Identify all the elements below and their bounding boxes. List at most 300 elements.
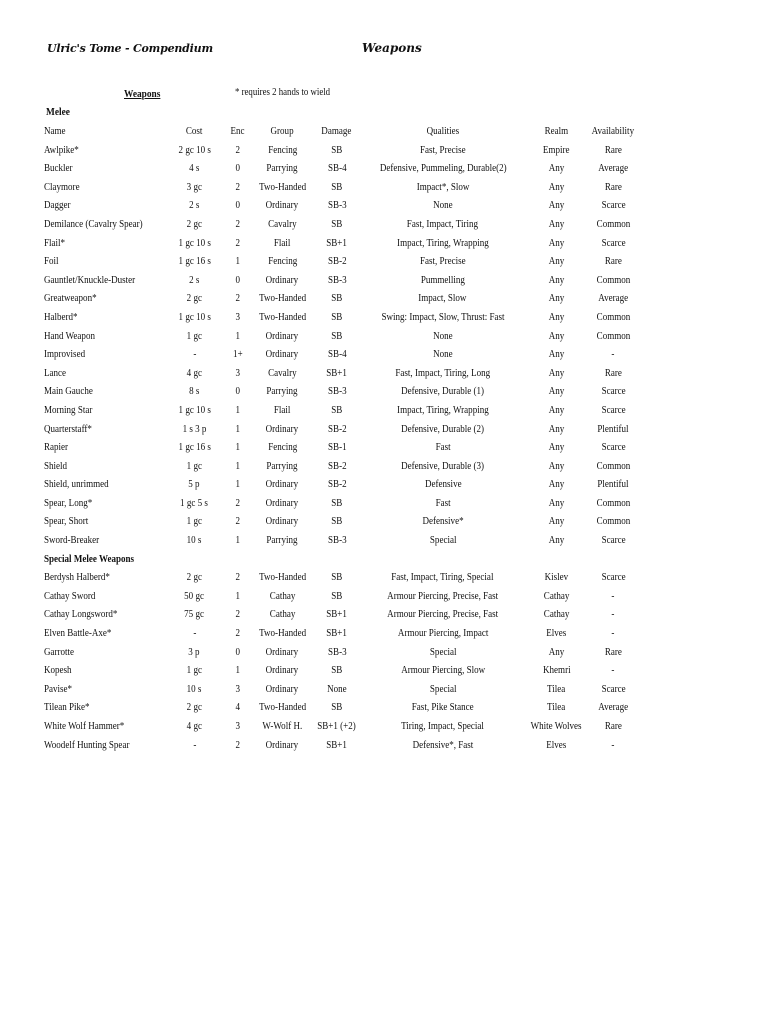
cell-realm: Khemri (542, 664, 571, 677)
cell-qualities: Special (429, 534, 457, 547)
table-row (44, 512, 639, 531)
cell-cost: - (192, 348, 196, 361)
cell-qualities: Fast, Precise (419, 255, 466, 268)
cell-qualities: Pummelling (420, 273, 465, 286)
cell-group: Flail (274, 403, 291, 416)
cell-realm: Any (548, 292, 565, 305)
cell-damage: SB (331, 571, 343, 584)
special-melee-heading: Special Melee Weapons (44, 552, 135, 565)
cell-name: White Wolf Hammer* (44, 720, 125, 732)
cell-enc: 2 (235, 180, 241, 193)
cell-availability: Average (598, 701, 629, 714)
cell-name: Shield (44, 459, 68, 472)
table-row (44, 475, 639, 494)
cell-group: Ordinary (266, 496, 299, 509)
cell-enc: 1 (235, 329, 241, 342)
cell-cost: 2 gc (186, 217, 202, 230)
cell-group: Ordinary (266, 515, 299, 528)
cell-enc: 1+ (233, 348, 243, 361)
cell-damage: SB-3 (327, 645, 347, 658)
cell-damage: Damage (321, 125, 352, 137)
cell-availability: Common (596, 496, 631, 509)
cell-name: Lance (44, 366, 67, 379)
cell-qualities: Fast, Precise (419, 143, 466, 156)
cell-availability: Scarce (601, 534, 626, 547)
cell-enc: 1 (235, 422, 241, 435)
table-row (44, 698, 639, 717)
cell-realm: Elves (546, 627, 567, 640)
table-row (44, 215, 639, 234)
cell-damage: SB (331, 496, 343, 509)
cell-damage: SB-2 (327, 422, 347, 435)
cell-name: Quarterstaff* (44, 422, 92, 435)
cell-qualities: Fast, Impact, Tiring (407, 217, 479, 230)
cell-availability: - (611, 738, 615, 751)
cell-name: Hand Weapon (44, 329, 95, 342)
cell-group: Two-Handed (258, 180, 306, 193)
cell-qualities: Defensive*, Fast (412, 738, 474, 751)
cell-group: Ordinary (266, 422, 299, 435)
table-row (44, 438, 639, 457)
cell-cost: 4 s (189, 162, 200, 175)
cell-availability: - (611, 608, 615, 621)
cell-enc: 2 (235, 236, 241, 249)
cell-damage: SB-2 (327, 255, 347, 268)
cell-availability: Common (596, 310, 631, 323)
cell-group: Ordinary (266, 348, 299, 361)
cell-realm: Empire (543, 143, 570, 156)
table-row (44, 680, 639, 699)
cell-cost: 1 gc 16 s (178, 441, 211, 454)
cell-enc: 0 (235, 273, 241, 286)
cell-availability: Rare (604, 720, 622, 732)
cell-group: Parrying (266, 459, 298, 472)
cell-enc: 2 (235, 496, 241, 509)
cell-group: Two-Handed (258, 627, 306, 640)
cell-damage: SB (331, 515, 343, 528)
cell-availability: Common (596, 217, 631, 230)
cell-qualities: Defensive, Durable (3) (401, 459, 485, 472)
cell-availability: - (611, 627, 615, 640)
cell-realm: Any (548, 180, 565, 193)
cell-damage: SB+1 (326, 627, 348, 640)
cell-qualities: Fast (435, 441, 451, 454)
table-row (44, 401, 639, 420)
cell-group: Flail (274, 236, 291, 249)
cell-qualities: None (433, 329, 453, 342)
cell-availability: Rare (604, 645, 622, 658)
cell-cost: 3 p (188, 645, 200, 658)
cell-cost: 50 gc (184, 589, 205, 602)
cell-enc: 3 (235, 720, 241, 732)
table-row (44, 289, 639, 308)
cell-availability: Common (596, 273, 631, 286)
cell-enc: 2 (235, 515, 241, 528)
cell-qualities: Fast, Impact, Tiring, Special (391, 571, 494, 584)
cell-qualities: Fast, Impact, Tiring, Long (395, 366, 491, 379)
cell-damage: SB (331, 217, 343, 230)
cell-realm: Any (548, 534, 565, 547)
cell-availability: Rare (604, 366, 622, 379)
cell-cost: 1 gc 16 s (178, 255, 211, 268)
cell-group: Ordinary (266, 273, 299, 286)
cell-group: Cavalry (268, 366, 297, 379)
cell-name: Woodelf Hunting Spear (44, 738, 130, 751)
cell-name: Pavise* (44, 682, 73, 695)
cell-qualities: Impact*, Slow (416, 180, 470, 193)
cell-name: Garrotte (44, 645, 75, 658)
table-row (44, 568, 639, 587)
cell-group: Ordinary (266, 682, 299, 695)
table-row (44, 420, 639, 439)
cell-enc: 2 (235, 627, 241, 640)
cell-group: Ordinary (266, 478, 299, 491)
cell-cost: 2 gc (186, 701, 202, 714)
cell-damage: SB-2 (327, 478, 347, 491)
cell-group: Two-Handed (258, 701, 306, 714)
cell-damage: None (327, 682, 347, 695)
table-row (44, 457, 639, 476)
cell-availability: Common (596, 459, 631, 472)
cell-name: Cathay Sword (44, 589, 96, 602)
cell-name: Dagger (44, 199, 71, 212)
cell-group: Cavalry (268, 217, 297, 230)
cell-realm: Any (548, 366, 565, 379)
table-row (44, 234, 639, 253)
cell-availability: Scarce (601, 571, 626, 584)
cell-name: Tilean Pike* (44, 701, 90, 714)
section-title: Weapons (124, 88, 161, 100)
cell-realm: Cathay (543, 608, 570, 621)
cell-cost: Cost (186, 125, 203, 137)
cell-damage: SB-3 (327, 534, 347, 547)
cell-qualities: Defensive, Durable (2) (401, 422, 485, 435)
cell-qualities: Impact, Slow (418, 292, 467, 305)
cell-group: Ordinary (266, 738, 299, 751)
cell-qualities: Tiring, Impact, Special (401, 720, 485, 732)
cell-cost: 2 gc (186, 571, 202, 584)
cell-enc: Enc (230, 125, 245, 137)
cell-cost: 1 gc (186, 515, 202, 528)
cell-availability: Availability (592, 125, 635, 137)
cell-qualities: Impact, Tiring, Wrapping (396, 403, 489, 416)
cell-damage: SB (331, 403, 343, 416)
cell-qualities: Fast, Pike Stance (411, 701, 474, 714)
cell-availability: Scarce (601, 682, 626, 695)
cell-cost: 1 gc (186, 664, 202, 677)
cell-cost: 4 gc (186, 720, 202, 732)
cell-cost: 1 gc (186, 329, 202, 342)
cell-qualities: Armour Piercing, Precise, Fast (387, 589, 499, 602)
cell-name: Awlpike* (44, 143, 79, 156)
cell-group: Fencing (267, 441, 297, 454)
cell-enc: 1 (235, 403, 241, 416)
cell-cost: - (192, 738, 196, 751)
table-row (44, 327, 639, 346)
cell-enc: 2 (235, 217, 241, 230)
cell-qualities: None (433, 199, 453, 212)
table-row (44, 141, 639, 160)
cell-availability: Rare (604, 255, 622, 268)
cell-availability: Scarce (601, 403, 626, 416)
cell-name: Berdysh Halberd* (44, 571, 110, 584)
table-row (44, 587, 639, 606)
cell-enc: 4 (235, 701, 241, 714)
table-row (44, 382, 639, 401)
cell-name: Cathay Longsword* (44, 608, 118, 621)
cell-name: Claymore (44, 180, 80, 193)
table-row (44, 494, 639, 513)
cell-name: Improvised (44, 348, 86, 361)
table-row (44, 345, 639, 364)
cell-group: Two-Handed (258, 571, 306, 584)
cell-cost: 2 s (189, 273, 200, 286)
cell-damage: SB-4 (327, 348, 347, 361)
cell-realm: Any (548, 459, 565, 472)
cell-qualities: Defensive, Durable (1) (401, 385, 485, 398)
cell-qualities: Armour Piercing, Slow (400, 664, 485, 677)
cell-enc: 2 (235, 143, 241, 156)
cell-damage: SB (331, 701, 343, 714)
table-row (44, 643, 639, 662)
cell-damage: SB (331, 310, 343, 323)
cell-name: Elven Battle-Axe* (44, 627, 112, 640)
cell-group: Ordinary (266, 664, 299, 677)
cell-realm: Any (548, 236, 565, 249)
cell-enc: 3 (235, 682, 241, 695)
cell-damage: SB+1 (+2) (317, 720, 357, 732)
cell-name: Greatweapon* (44, 292, 97, 305)
cell-qualities: Special (429, 682, 457, 695)
cell-qualities: None (433, 348, 453, 361)
cell-cost: 8 s (189, 385, 200, 398)
cell-name: Demilance (Cavalry Spear) (44, 217, 143, 230)
cell-qualities: Defensive (424, 478, 462, 491)
table-row (44, 531, 639, 550)
cell-enc: 1 (235, 255, 241, 268)
table-row (44, 159, 639, 178)
cell-availability: Plentiful (597, 422, 629, 435)
cell-name: Spear, Short (44, 515, 89, 528)
table-row (44, 717, 639, 736)
cell-group: Two-Handed (258, 292, 306, 305)
cell-realm: Any (548, 199, 565, 212)
cell-realm: Any (548, 403, 565, 416)
page-title: Weapons (362, 41, 422, 55)
table-row (44, 308, 639, 327)
cell-damage: SB (331, 143, 343, 156)
cell-realm: Any (548, 348, 565, 361)
cell-cost: 10 s (186, 534, 202, 547)
cell-cost: 1 gc 10 s (178, 403, 211, 416)
cell-group: Parrying (266, 534, 298, 547)
cell-realm: Any (548, 496, 565, 509)
cell-cost: 3 gc (186, 180, 202, 193)
cell-enc: 1 (235, 589, 241, 602)
table-header-row (44, 122, 639, 141)
cell-realm: Any (548, 329, 565, 342)
cell-damage: SB (331, 589, 343, 602)
cell-availability: - (611, 664, 615, 677)
cell-enc: 0 (235, 645, 241, 658)
cell-damage: SB (331, 329, 343, 342)
cell-realm: Tilea (547, 682, 566, 695)
cell-realm: Any (548, 162, 565, 175)
cell-name: Spear, Long* (44, 496, 93, 509)
cell-group: Two-Handed (258, 310, 306, 323)
cell-name: Foil (44, 255, 59, 268)
cell-group: Group (270, 125, 294, 137)
cell-cost: 2 gc (186, 292, 202, 305)
cell-damage: SB (331, 292, 343, 305)
cell-cost: 1 gc (186, 459, 202, 472)
cell-group: Cathay (269, 589, 296, 602)
cell-damage: SB-1 (327, 441, 347, 454)
cell-name: Buckler (44, 162, 73, 175)
cell-realm: Any (548, 217, 565, 230)
cell-damage: SB-3 (327, 273, 347, 286)
cell-name: Kopesh (44, 664, 72, 677)
cell-qualities: Swing: Impact, Slow, Thrust: Fast (381, 310, 505, 323)
table-row (44, 196, 639, 215)
cell-name: Rapier (44, 441, 69, 454)
cell-enc: 1 (235, 478, 241, 491)
cell-group: Ordinary (266, 645, 299, 658)
cell-realm: White Wolves (530, 720, 582, 732)
cell-qualities: Armour Piercing, Precise, Fast (387, 608, 499, 621)
table-row (44, 271, 639, 290)
cell-cost: - (192, 627, 196, 640)
cell-group: Parrying (266, 385, 298, 398)
cell-qualities: Armour Piercing, Impact (397, 627, 489, 640)
cell-enc: 1 (235, 441, 241, 454)
cell-enc: 1 (235, 664, 241, 677)
cell-damage: SB-3 (327, 385, 347, 398)
cell-realm: Any (548, 645, 565, 658)
cell-enc: 0 (235, 162, 241, 175)
cell-name: Name (44, 125, 66, 137)
cell-availability: - (611, 589, 615, 602)
cell-enc: 1 (235, 459, 241, 472)
cell-qualities: Fast (435, 496, 451, 509)
cell-realm: Any (548, 273, 565, 286)
cell-realm: Any (548, 255, 565, 268)
document-header-title: Ulric's Tome - Compendium (47, 42, 213, 55)
cell-enc: 2 (235, 738, 241, 751)
cell-cost: 4 gc (186, 366, 202, 379)
cell-cost: 2 s (189, 199, 200, 212)
table-row (44, 252, 639, 271)
cell-enc: 2 (235, 571, 241, 584)
cell-damage: SB-4 (327, 162, 347, 175)
cell-qualities: Qualities (426, 125, 460, 137)
cell-realm: Kislev (544, 571, 569, 584)
cell-group: Fencing (267, 255, 297, 268)
cell-realm: Any (548, 515, 565, 528)
cell-group: Fencing (267, 143, 297, 156)
cell-cost: 1 gc 5 s (180, 496, 209, 509)
cell-damage: SB (331, 180, 343, 193)
table-row (44, 736, 639, 755)
cell-group: Ordinary (266, 199, 299, 212)
cell-group: Ordinary (266, 329, 299, 342)
cell-qualities: Special (429, 645, 457, 658)
cell-name: Gauntlet/Knuckle-Duster (44, 273, 136, 286)
cell-availability: Rare (604, 180, 622, 193)
cell-enc: 0 (235, 385, 241, 398)
cell-enc: 3 (235, 310, 241, 323)
cell-availability: Scarce (601, 236, 626, 249)
cell-damage: SB (331, 664, 343, 677)
cell-realm: Elves (546, 738, 567, 751)
cell-availability: Average (598, 162, 629, 175)
cell-cost: 1 gc 10 s (178, 310, 211, 323)
cell-cost: 5 p (188, 478, 200, 491)
cell-realm: Cathay (543, 589, 570, 602)
table-row (44, 661, 639, 680)
cell-name: Morning Star (44, 403, 93, 416)
cell-cost: 75 gc (184, 608, 205, 621)
cell-enc: 2 (235, 292, 241, 305)
cell-enc: 0 (235, 199, 241, 212)
cell-name: Sword-Breaker (44, 534, 100, 547)
cell-enc: 1 (235, 534, 241, 547)
cell-damage: SB+1 (326, 738, 348, 751)
cell-realm: Any (548, 310, 565, 323)
cell-name: Flail* (44, 236, 66, 249)
cell-cost: 10 s (186, 682, 202, 695)
table-row (44, 605, 639, 624)
cell-realm: Any (548, 385, 565, 398)
table-row (44, 624, 639, 643)
cell-qualities: Defensive, Pummeling, Durable(2) (379, 162, 507, 175)
cell-damage: SB-2 (327, 459, 347, 472)
cell-qualities: Impact, Tiring, Wrapping (396, 236, 489, 249)
cell-qualities: Defensive* (422, 515, 464, 528)
cell-availability: Scarce (601, 441, 626, 454)
cell-cost: 2 gc 10 s (178, 143, 211, 156)
cell-name: Main Gauche (44, 385, 93, 398)
cell-realm: Any (548, 478, 565, 491)
cell-availability: Scarce (601, 385, 626, 398)
weapons-table (44, 122, 639, 754)
cell-availability: Average (598, 292, 629, 305)
cell-availability: Rare (604, 143, 622, 156)
table-row (44, 178, 639, 197)
cell-damage: SB-3 (327, 199, 347, 212)
cell-availability: Common (596, 515, 631, 528)
cell-realm: Any (548, 441, 565, 454)
cell-cost: 1 gc 10 s (178, 236, 211, 249)
cell-availability: Plentiful (597, 478, 629, 491)
cell-realm: Any (548, 422, 565, 435)
cell-damage: SB+1 (326, 236, 348, 249)
cell-group: W-Wolf H. (262, 720, 303, 732)
cell-availability: Scarce (601, 199, 626, 212)
cell-name: Halberd* (44, 310, 78, 323)
cell-availability: - (611, 348, 615, 361)
cell-group: Cathay (269, 608, 296, 621)
cell-group: Parrying (266, 162, 298, 175)
cell-enc: 2 (235, 608, 241, 621)
cell-availability: Common (596, 329, 631, 342)
cell-name: Shield, unrimmed (44, 478, 109, 491)
melee-heading: Melee (46, 106, 70, 118)
cell-damage: SB+1 (326, 366, 348, 379)
cell-cost: 1 s 3 p (182, 422, 207, 435)
cell-enc: 3 (235, 366, 241, 379)
cell-damage: SB+1 (326, 608, 348, 621)
